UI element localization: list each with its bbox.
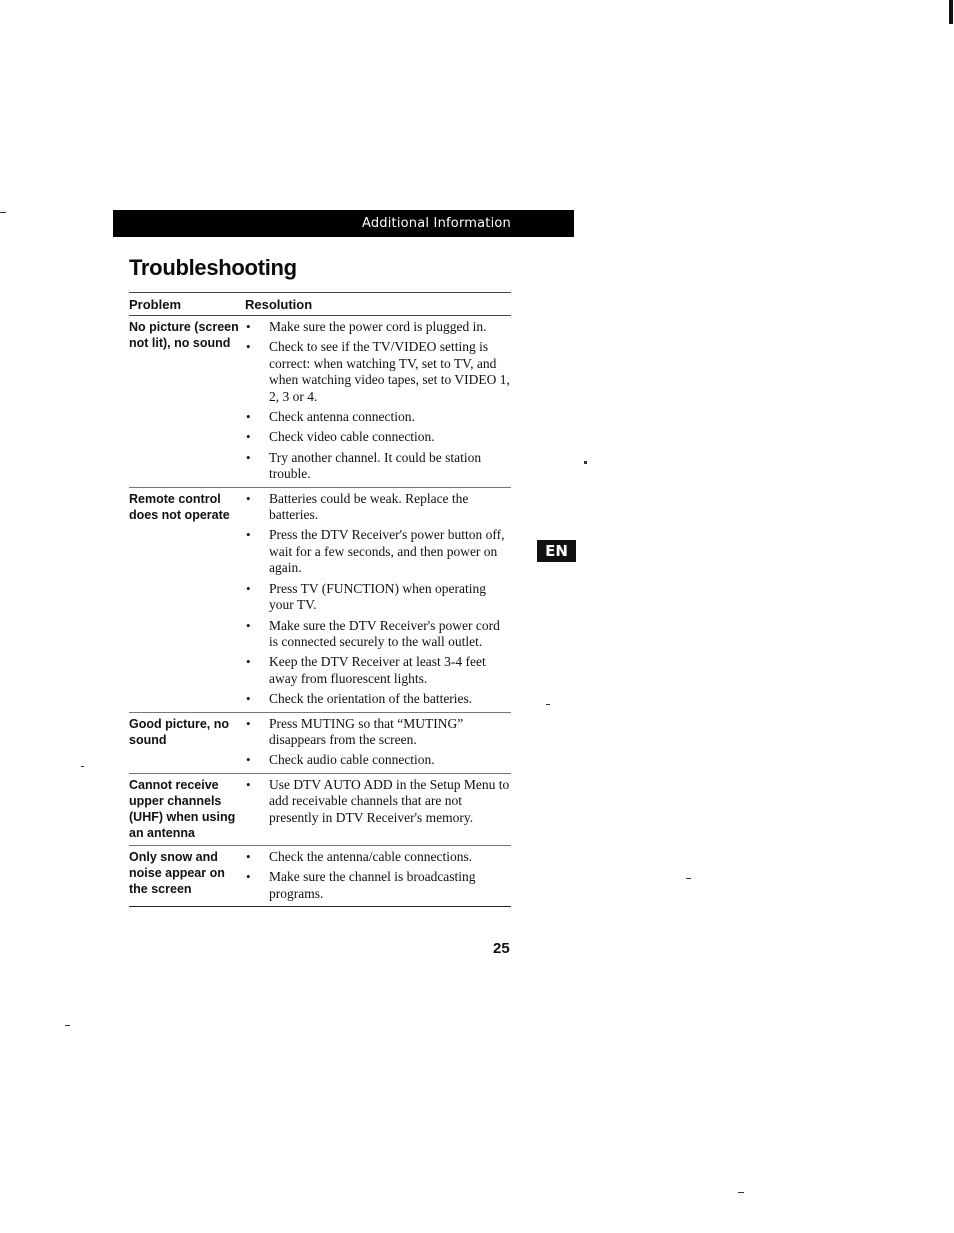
page-title: Troubleshooting xyxy=(129,255,297,280)
table-row xyxy=(129,774,511,846)
scan-artifact xyxy=(738,1192,744,1193)
scan-artifact xyxy=(81,766,84,767)
table-header xyxy=(129,292,511,316)
resolution-list xyxy=(245,491,511,708)
problem-cell: Only snow and noise appear on the screen xyxy=(129,849,225,896)
column-header-resolution: Resolution xyxy=(245,297,313,312)
table-row xyxy=(129,713,511,774)
resolution-item: • Check the orientation of the batteries. xyxy=(245,691,511,707)
resolution-item: • Make sure the DTV Receiver's power cord is connected securely to the wall outlet. xyxy=(245,618,511,651)
scan-artifact xyxy=(686,878,691,879)
resolution-item: • Press MUTING so that “MUTING” disappears from the screen. xyxy=(245,716,511,749)
resolution-item: • Press TV (FUNCTION) when operating your TV. xyxy=(245,581,511,614)
resolution-item: • Check to see if the TV/VIDEO setting is correct: when watching TV, set to TV, and when watching video tapes, set to VIDEO 1, 2, 3 or 4. xyxy=(245,339,511,405)
scan-artifact xyxy=(949,0,953,24)
problem-cell: Cannot receive upper channels (UHF) when using an antenna xyxy=(129,777,236,840)
resolution-list xyxy=(245,849,511,902)
section-header-text: Additional Information xyxy=(361,216,511,231)
table-row xyxy=(129,316,511,488)
scan-artifact xyxy=(0,212,6,213)
resolution-list xyxy=(245,319,511,483)
resolution-item: • Batteries could be weak. Replace the batteries. xyxy=(245,491,511,524)
resolution-item: • Check the antenna/cable connections. xyxy=(245,849,511,865)
page-number: 25 xyxy=(493,940,510,957)
resolution-item: • Press the DTV Receiver's power button off, wait for a few seconds, and then power on again. xyxy=(245,527,511,576)
table-row xyxy=(129,488,511,713)
resolution-item: • Check antenna connection. xyxy=(245,409,511,425)
resolution-item: • Try another channel. It could be station trouble. xyxy=(245,450,511,483)
scan-artifact xyxy=(65,1025,70,1026)
problem-cell: No picture (screen not lit), no sound xyxy=(129,320,239,350)
table-row xyxy=(129,846,511,907)
resolution-item: • Make sure the power cord is plugged in. xyxy=(245,319,511,335)
resolution-item: • Make sure the channel is broadcasting programs. xyxy=(245,869,511,902)
resolution-item: • Keep the DTV Receiver at least 3-4 feet away from fluorescent lights. xyxy=(245,654,511,687)
language-badge: EN xyxy=(537,540,576,562)
resolution-list xyxy=(245,716,511,769)
troubleshooting-table xyxy=(129,292,511,907)
resolution-item: • Check audio cable connection. xyxy=(245,752,511,768)
scan-artifact xyxy=(584,461,587,464)
scan-artifact xyxy=(546,704,550,705)
column-header-problem: Problem xyxy=(129,297,182,312)
resolution-item: • Use DTV AUTO ADD in the Setup Menu to add receivable channels that are not presently in DTV Receiver's memory. xyxy=(245,777,511,826)
problem-cell: Remote control does not operate xyxy=(129,491,230,522)
problem-cell: Good picture, no sound xyxy=(129,716,229,747)
resolution-item: • Check video cable connection. xyxy=(245,429,511,445)
resolution-list xyxy=(245,777,511,841)
section-header-bar xyxy=(113,210,574,237)
